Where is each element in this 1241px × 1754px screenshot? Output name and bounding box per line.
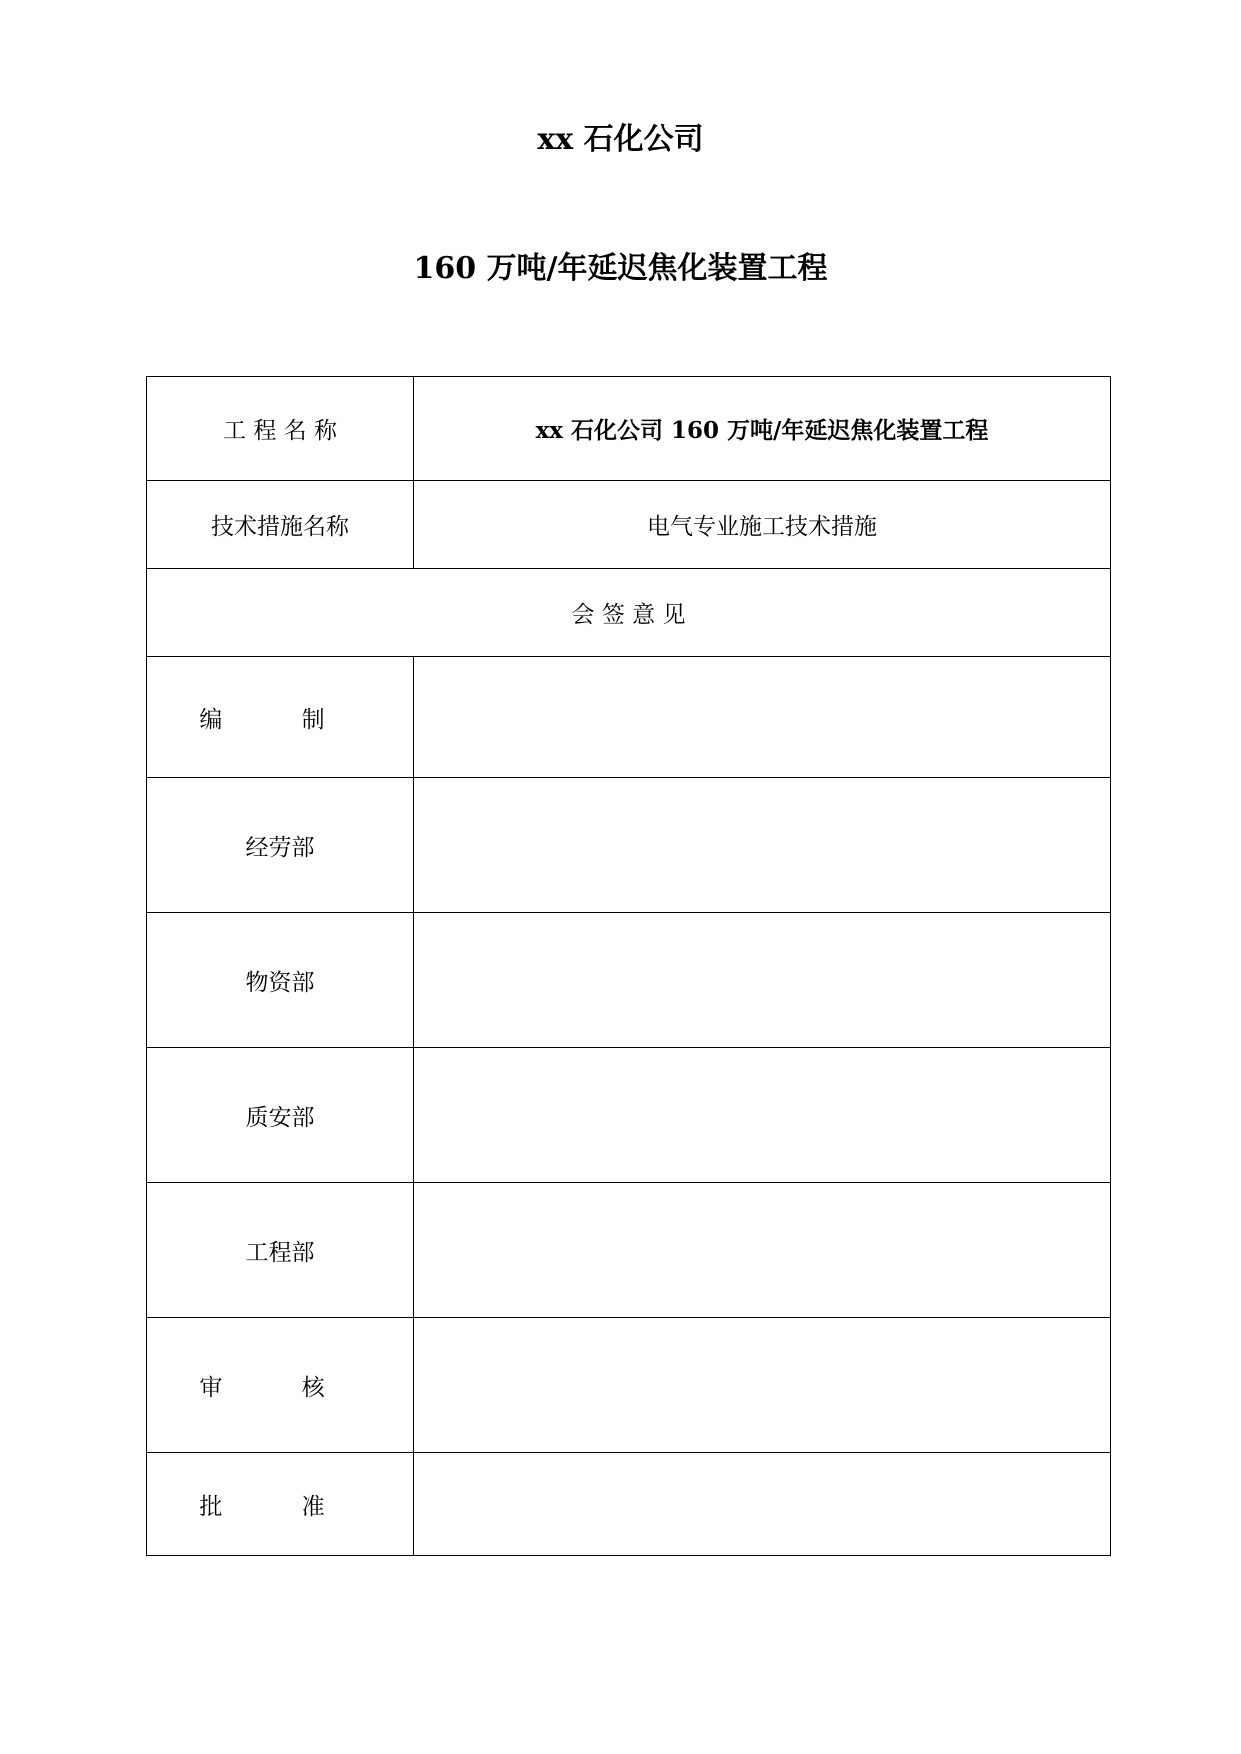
sign-opinion-labor[interactable] [414, 778, 1111, 913]
countersign-section-title: 会 签 意 见 [147, 569, 1111, 657]
sign-row-materials [147, 913, 1111, 1048]
sign-row-approve [147, 1453, 1111, 1556]
sign-row-quality-safety [147, 1048, 1111, 1183]
sign-label-materials: 物资部 [147, 913, 414, 1048]
sign-opinion-review[interactable] [414, 1318, 1111, 1453]
sign-opinion-compile[interactable] [414, 657, 1111, 778]
sign-opinion-quality-safety[interactable] [414, 1048, 1111, 1183]
countersign-section-row [147, 569, 1111, 657]
measure-name-label: 技术措施名称 [147, 481, 414, 569]
countersign-table [146, 376, 1111, 1556]
sign-label-compile: 编 制 [147, 657, 414, 778]
measure-name-row [147, 481, 1111, 569]
sign-opinion-approve[interactable] [414, 1453, 1111, 1556]
sign-row-engineering [147, 1183, 1111, 1318]
project-name-row [147, 377, 1111, 481]
company-title: xx 石化公司 [537, 122, 704, 157]
sign-opinion-materials[interactable] [414, 913, 1111, 1048]
sign-opinion-engineering[interactable] [414, 1183, 1111, 1318]
measure-name-value: 电气专业施工技术措施 [414, 481, 1111, 569]
sign-label-labor: 经劳部 [147, 778, 414, 913]
sign-label-quality-safety: 质安部 [147, 1048, 414, 1183]
sign-row-labor [147, 778, 1111, 913]
sign-row-compile [147, 657, 1111, 778]
sign-label-engineering: 工程部 [147, 1183, 414, 1318]
sign-row-review [147, 1318, 1111, 1453]
sign-label-review: 审 核 [147, 1318, 414, 1453]
project-name-label: 工 程 名 称 [147, 377, 414, 481]
project-title: 160 万吨/年延迟焦化装置工程 [413, 251, 828, 286]
project-name-value: xx 石化公司 160 万吨/年延迟焦化装置工程 [414, 377, 1111, 481]
sign-label-approve: 批 准 [147, 1453, 414, 1556]
